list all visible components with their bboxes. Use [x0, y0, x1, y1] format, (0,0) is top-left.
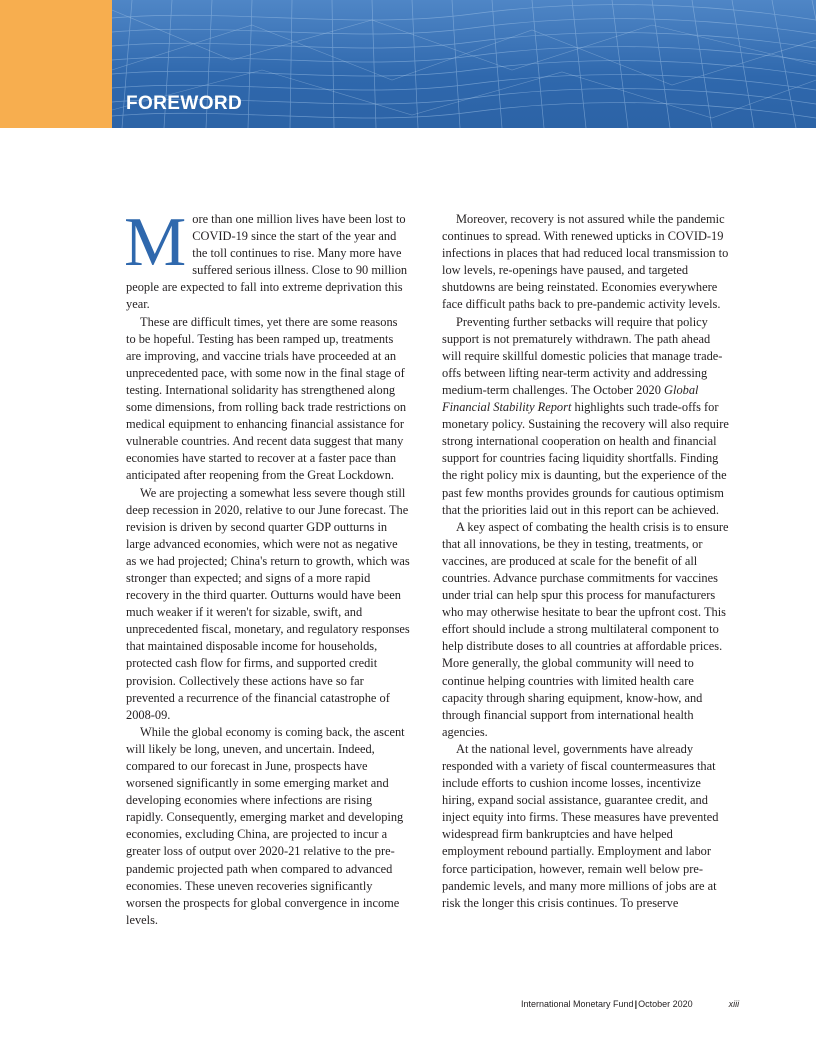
page-footer — [521, 999, 739, 1009]
page-title: FOREWORD — [126, 93, 243, 114]
footer-publisher: International Monetary Fund — [521, 999, 634, 1009]
page-number: xiii — [728, 999, 740, 1009]
orange-accent-block — [0, 0, 112, 128]
paragraph: Moreover, recovery is not assured while the pandemic continues to spread. With renewed upticks in COVID-19 infections in places that had reduced local transmission to low levels, re-openings have paused, and targeted shutdowns are being reinstated. Economies everywhere face difficult paths back to pre-pandemic activity levels. — [442, 212, 729, 312]
paragraph: These are difficult times, yet there are some reasons to be hopeful. Testing has been ramped up, treatments are improving, and vaccine trials have proceeded at an unprecedented pace, with some now in the final stage of testing. International solidarity has strengthened along some dimensions, from rolling back trade restrictions on medical equipment to enhancing financial assistance for vulnerable countries. And recent data suggest that many economies have started to recover at a faster pace than anticipated after reopening from the Great Lockdown. — [126, 314, 407, 483]
drop-cap: M — [124, 204, 187, 281]
paragraph: We are projecting a somewhat less severe though still deep recession in 2020, relative to our June forecast. The revision is driven by second quarter GDP outturns in large advanced economies, which were not as negative as we had projected; China's return to growth, which was stronger than expected; and signs of a more rapid recovery in the third quarter. Outturns would have been much weaker if it weren't for sizable, swift, and unprecedented fiscal, monetary, and regulatory responses that maintained disposable income for households, protected cash flow for firms, and supported credit provision. Collectively these actions have so far prevented a recurrence of the financial catastrophe of 2008-09. — [126, 485, 410, 722]
left-column — [124, 204, 410, 929]
header-banner — [0, 0, 816, 128]
paragraph-text: Preventing further setbacks will require that policy support is not prematurely withdrawn. The path ahead will require skillful domestic policies that manage trade-offs between lifting near-term activity and addressing medium-term challenges. The October 2020 — [442, 314, 723, 397]
footer-date: October 2020 — [638, 999, 693, 1009]
paragraph-text: highlights such trade-offs for monetary policy. Sustaining the recovery will also require strong international cooperation on health and financial support for countries facing liquidity shortfalls. Finding the right policy mix is daunting, but the experience of the past few months provides grounds for cautious optimism that the priorities laid out in this report can be achieved. — [442, 400, 729, 517]
paragraph — [442, 314, 730, 519]
footer-separator: | — [634, 999, 638, 1009]
paragraph: At the national level, governments have already responded with a variety of fiscal countermeasures that include efforts to cushion income losses, incentivize hiring, expand social assistance, guarantee credit, and inject equity into firms. These measures have prevented widespread firm bankruptcies and have helped employment rebound partially. Employment and labor force participation, however, remain well below pre-pandemic levels, and many more millions of jobs are at risk the longer this crisis continues. To preserve — [442, 741, 719, 910]
paragraph-text: ore than one million lives have been lost to COVID-19 since the start of the year and the toll continues to rise. Many more have suffered serious illness. Close to 90 million people are expected to fall into extreme deprivation this year. — [126, 212, 408, 312]
right-column — [442, 211, 730, 912]
paragraph: A key aspect of combating the health crisis is to ensure that all innovations, be they in testing, treatments, or vaccines, are produced at scale for the benefit of all countries. Advance purchase commitments for vaccines under trial can help spur this process for manufacturers who may otherwise hesitate to bear the upfront cost. This effort should include a strong multilateral component to help distribute doses to all countries at affordable prices. More generally, the global community will need to continue helping countries with limited health care capacity through sharing equipment, know-how, and through financial support from international health agencies. — [442, 519, 729, 739]
paragraph: While the global economy is coming back, the ascent will likely be long, uneven, and uncertain. Indeed, compared to our forecast in June, prospects have worsened significantly in some emerging market and developing economies where infections are rising rapidly. Consequently, emerging market and developing economies, excluding China, are projected to incur a greater loss of output over 2020-21 relative to the pre-pandemic projected path when compared to advanced economies. These uneven recoveries significantly worsen the prospects for global convergence in income levels. — [126, 724, 405, 927]
paragraph — [124, 204, 410, 314]
report-title: Global Financial Stability Report — [442, 382, 699, 415]
